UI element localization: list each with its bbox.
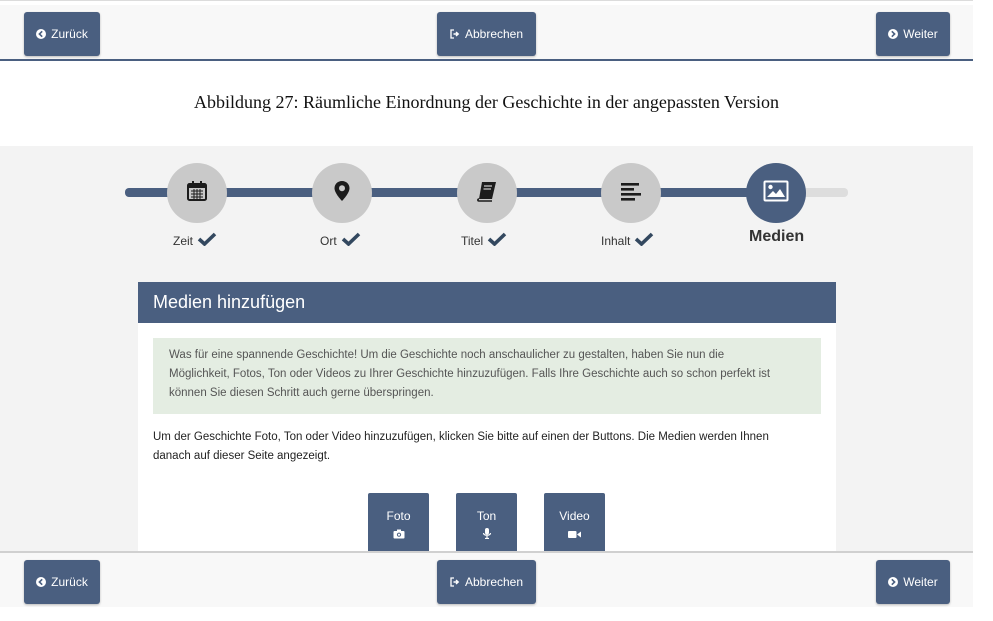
step-inhalt[interactable]	[601, 163, 661, 223]
cancel-button-label: Abbrechen	[464, 575, 524, 589]
arrow-right-circle-icon	[888, 29, 898, 39]
back-button-label: Zurück	[51, 575, 88, 589]
info-text: Um der Geschichte Foto, Ton oder Video hinzuzufügen, klicken Sie bitte auf einen der Buttons. Die Medien werden Ihnen danach auf dieser Seite angezeigt.	[153, 431, 769, 462]
cancel-button[interactable]	[437, 560, 536, 604]
sign-out-icon	[450, 577, 460, 587]
back-button[interactable]	[24, 560, 100, 604]
figure-caption: Abbildung 27: Räumliche Einordnung der Geschichte in der angepassten Version	[193, 92, 780, 112]
next-button-label: Weiter	[903, 27, 938, 41]
photo-button-label: Foto	[386, 509, 411, 523]
add-video-button[interactable]	[544, 493, 605, 551]
video-camera-icon	[568, 528, 581, 542]
content-area	[0, 146, 973, 551]
back-button[interactable]	[24, 12, 100, 56]
step-titel[interactable]	[457, 163, 517, 223]
top-navbar	[0, 5, 973, 61]
video-button-label: Video	[559, 509, 590, 523]
media-panel	[138, 282, 836, 551]
microphone-icon	[482, 528, 492, 542]
picture-icon	[763, 180, 789, 207]
calendar-icon	[186, 180, 208, 207]
panel-title: Medien hinzufügen	[138, 282, 836, 323]
check-icon	[634, 232, 654, 249]
back-button-label: Zurück	[51, 27, 88, 41]
audio-button-label: Ton	[476, 509, 497, 523]
step-label-zeit: Zeit	[173, 232, 217, 249]
step-label-ort: Ort	[320, 232, 361, 249]
add-photo-button[interactable]	[368, 493, 429, 551]
success-alert: Was für eine spannende Geschichte! Um die Geschichte noch anschaulicher zu gestalten, haben Sie nun die Möglichkeit, Fotos, Ton oder Videos zu Ihrer Geschichte hinzuzufügen. Falls Ihre Geschichte auch so schon perfekt ist können Sie diesen Schritt auch gerne überspringen.	[153, 338, 821, 414]
step-label-inhalt: Inhalt	[601, 232, 654, 249]
next-button[interactable]	[876, 12, 950, 56]
arrow-left-circle-icon	[36, 29, 46, 39]
step-ort[interactable]	[312, 163, 372, 223]
check-icon	[487, 232, 507, 249]
sign-out-icon	[450, 29, 460, 39]
step-zeit[interactable]	[167, 163, 227, 223]
book-icon	[476, 180, 498, 207]
add-audio-button[interactable]	[456, 493, 517, 551]
step-label-titel: Titel	[461, 232, 507, 249]
check-icon	[341, 232, 361, 249]
arrow-right-circle-icon	[888, 577, 898, 587]
cancel-button[interactable]	[437, 12, 536, 56]
arrow-left-circle-icon	[36, 577, 46, 587]
map-marker-icon	[333, 180, 351, 207]
step-label-medien: Medien	[749, 228, 805, 245]
next-button[interactable]	[876, 560, 950, 604]
align-left-icon	[620, 181, 642, 206]
next-button-label: Weiter	[903, 575, 938, 589]
camera-icon	[393, 528, 405, 542]
check-icon	[197, 232, 217, 249]
step-medien[interactable]	[746, 163, 806, 223]
cancel-button-label: Abbrechen	[464, 27, 524, 41]
bottom-navbar	[0, 551, 973, 607]
